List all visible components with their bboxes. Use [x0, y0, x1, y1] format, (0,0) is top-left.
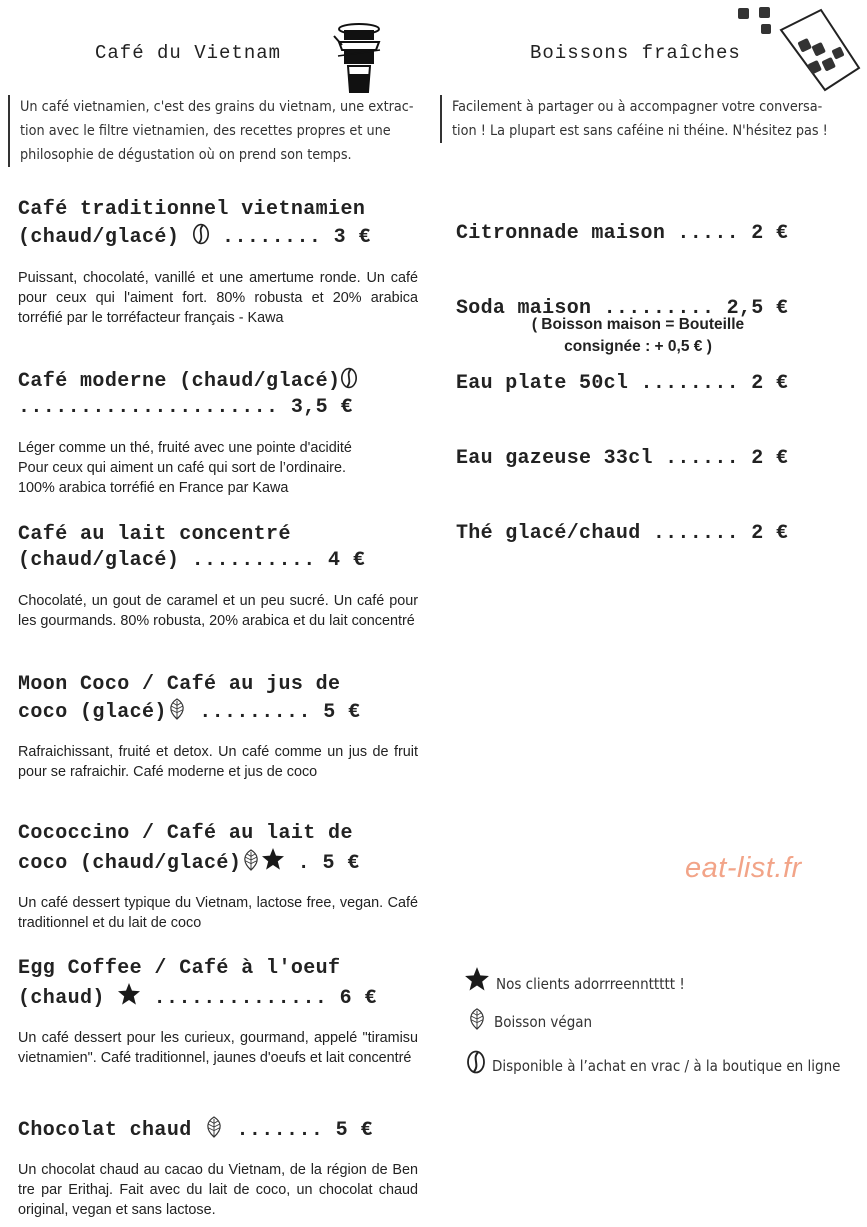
item-title-text: (chaud/glacé)	[18, 226, 180, 249]
legend-label: Disponible à l’achat en vrac / à la boutique en ligne	[492, 1057, 841, 1075]
coffee-column	[0, 0, 430, 1227]
item-title-line1: Café traditionnel vietnamien	[18, 198, 366, 221]
watermark: eat-list.fr	[685, 852, 802, 884]
item-title-line1: Cococcino / Café au lait de	[18, 822, 353, 845]
menu-item-cafe-traditionnel	[18, 197, 418, 328]
section-title-coffee: Café du Vietnam	[95, 42, 282, 64]
intro-line: Un café vietnamien, c'est des grains du vietnam, une extrac-	[20, 99, 414, 115]
drink-row: Eau gazeuse 33cl ...... 2 €	[456, 447, 789, 470]
drink-row: Eau plate 50cl ........ 2 €	[456, 372, 789, 395]
menu-item-cafe-lait-concentre	[18, 522, 418, 631]
drink-row: Soda maison ......... 2,5 €	[456, 297, 789, 320]
item-title-line2	[18, 698, 418, 726]
bean-icon	[340, 367, 358, 389]
item-title-line1: Moon Coco / Café au jus de	[18, 673, 341, 696]
item-title-line2	[18, 223, 418, 251]
bean-icon	[466, 1050, 486, 1074]
menu-item-moon-coco	[18, 672, 418, 782]
item-title-line1	[18, 367, 418, 395]
section-title-drinks: Boissons fraîches	[530, 42, 741, 64]
drink-row: Thé glacé/chaud ....... 2 €	[456, 522, 789, 545]
item-price: .............. 6 €	[141, 987, 377, 1010]
item-title-text: (chaud/glacé)	[18, 549, 180, 572]
item-title-text: (chaud)	[18, 987, 105, 1010]
description-line: Léger comme un thé, fruité avec une pointe d'acidité	[18, 440, 352, 456]
intro-line: Facilement à partager ou à accompagner votre conversa-	[452, 99, 823, 115]
deposit-line: ( Boisson maison = Bouteille	[531, 316, 745, 333]
deposit-line: consignée : + 0,5 € )	[564, 338, 712, 355]
deposit-note	[438, 314, 838, 358]
drinks-intro	[440, 95, 852, 143]
item-title-line1: Café au lait concentré	[18, 523, 291, 546]
item-title-text: coco (glacé)	[18, 701, 167, 724]
item-title-text: Café moderne (chaud/glacé)	[18, 370, 341, 393]
legend-label: Boisson végan	[494, 1013, 593, 1031]
iced-drink-icon	[733, 4, 863, 96]
item-description: Chocolaté, un gout de caramel et un peu sucré. Un café pour les gourmands. 80% robusta, 20% arabica et du lait concentré	[18, 593, 418, 629]
intro-line: philosophie de dégustation où on prend son temps.	[20, 147, 352, 163]
item-title-line2	[18, 847, 418, 877]
star-icon	[464, 966, 490, 992]
star-icon	[261, 847, 285, 871]
leaf-icon	[204, 1116, 224, 1138]
description-line: Pour ceux qui aiment un café qui sort de l’ordinaire.	[18, 460, 346, 476]
coffee-filter-icon	[330, 20, 388, 96]
bean-icon	[192, 223, 210, 245]
item-description: Rafraichissant, fruité et detox. Un café comme un jus de fruit pour se rafraichir. Café moderne et jus de coco	[18, 744, 418, 780]
legend-row-vegan	[466, 1008, 592, 1031]
menu-item-chocolat-chaud	[18, 1116, 418, 1220]
item-title-line1	[18, 1116, 418, 1144]
item-price: .......... 4 €	[179, 549, 366, 572]
item-description	[18, 438, 418, 498]
drink-list	[456, 171, 788, 596]
leaf-icon	[466, 1008, 488, 1030]
menu-item-egg-coffee	[18, 956, 418, 1068]
leaf-icon	[167, 698, 187, 720]
drink-row: Citronnade maison ..... 2 €	[456, 222, 789, 245]
legend-row-favorite	[464, 966, 685, 993]
item-title-line2	[18, 982, 418, 1012]
leaf-icon	[241, 849, 261, 871]
item-description: Un café dessert typique du Vietnam, lactose free, vegan. Café traditionnel et du lait de coco	[18, 895, 418, 931]
item-description: Puissant, chocolaté, vanillé et une amertume ronde. Un café pour ceux qui l'aiment fort. 80% robusta et 20% arabica torréfié par le torréfacteur français - Kawa	[18, 270, 418, 326]
star-icon	[117, 982, 141, 1006]
item-description: Un café dessert pour les curieux, gourmand, appelé "tiramisu vietnamien". Café traditionnel, jaunes d'oeufs et lait concentré	[18, 1030, 418, 1066]
legend-label: Nos clients adorrreennttttt !	[496, 975, 685, 993]
menu-item-cafe-moderne	[18, 367, 418, 498]
menu-item-cococcino	[18, 821, 418, 933]
item-title-text: Chocolat chaud	[18, 1119, 192, 1142]
item-price: ........ 3 €	[209, 226, 371, 249]
description-line: 100% arabica torréfié en France par Kawa	[18, 480, 289, 496]
item-price: ..................... 3,5 €	[18, 396, 353, 419]
intro-line: tion avec le filtre vietnamien, des recettes propres et une	[20, 123, 391, 139]
coffee-intro	[8, 95, 440, 167]
cold-drinks-column	[438, 0, 867, 1227]
legend-row-bulk	[466, 1050, 840, 1075]
item-price: ......... 5 €	[186, 701, 361, 724]
item-price: ....... 5 €	[224, 1119, 373, 1142]
item-price: . 5 €	[285, 852, 360, 875]
intro-line: tion ! La plupart est sans caféine ni théine. N'hésitez pas !	[452, 123, 828, 139]
item-title-line1: Egg Coffee / Café à l'oeuf	[18, 957, 341, 980]
item-title-line2	[18, 548, 418, 574]
item-description: Un chocolat chaud au cacao du Vietnam, de la région de Ben tre par Erithaj. Fait avec du lait de coco, un chocolat chaud original, vegan et sans lactose.	[18, 1162, 418, 1218]
item-title-text: coco (chaud/glacé)	[18, 852, 242, 875]
